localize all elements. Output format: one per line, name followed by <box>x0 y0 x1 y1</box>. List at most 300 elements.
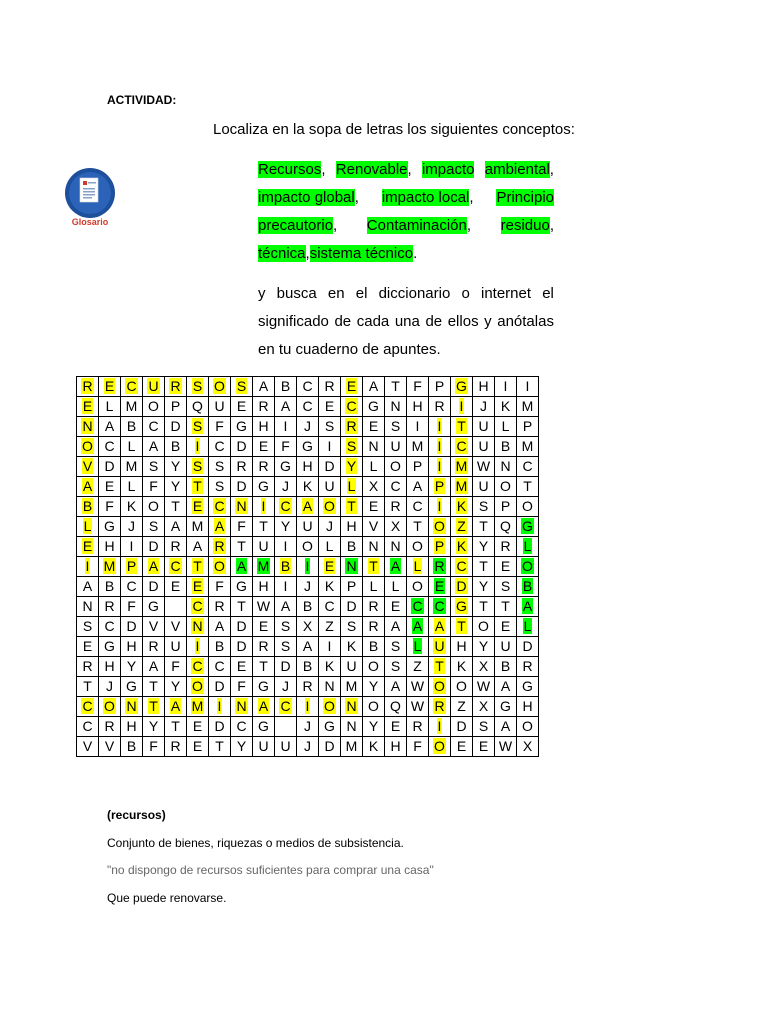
grid-cell <box>143 397 165 417</box>
grid-letter: O <box>522 498 533 514</box>
grid-letter: C <box>434 598 445 614</box>
grid-cell <box>231 377 253 397</box>
grid-letter: R <box>170 738 181 754</box>
grid-cell <box>363 577 385 597</box>
grid-letter: N <box>82 598 93 614</box>
grid-letter: K <box>368 738 379 754</box>
grid-cell <box>429 517 451 537</box>
grid-letter: C <box>192 598 203 614</box>
grid-letter: M <box>455 458 468 474</box>
grid-cell <box>319 517 341 537</box>
grid-cell <box>495 677 517 697</box>
grid-cell <box>143 737 165 757</box>
grid-letter: A <box>104 418 115 434</box>
grid-cell <box>121 717 143 737</box>
concept-term: Renovable <box>335 161 408 178</box>
grid-letter: E <box>258 438 269 454</box>
grid-letter: O <box>324 698 335 714</box>
grid-cell <box>473 697 495 717</box>
grid-cell <box>451 517 473 537</box>
grid-letter: L <box>413 558 422 574</box>
grid-cell <box>121 577 143 597</box>
grid-cell <box>143 577 165 597</box>
concept-item <box>422 156 475 184</box>
grid-cell <box>143 417 165 437</box>
grid-cell <box>495 617 517 637</box>
grid-letter: B <box>280 378 291 394</box>
grid-cell <box>473 457 495 477</box>
grid-letter: E <box>456 738 467 754</box>
grid-letter: G <box>236 418 247 434</box>
grid-letter: C <box>280 498 291 514</box>
grid-letter: Y <box>170 478 181 494</box>
grid-letter: S <box>192 418 203 434</box>
grid-cell <box>209 597 231 617</box>
grid-cell <box>187 717 209 737</box>
grid-letter: D <box>324 458 335 474</box>
grid-row <box>77 417 539 437</box>
grid-letter: L <box>369 578 378 594</box>
grid-letter: S <box>500 578 511 594</box>
punctuation: , <box>549 217 554 234</box>
grid-row <box>77 597 539 617</box>
grid-cell <box>231 497 253 517</box>
grid-cell <box>385 417 407 437</box>
grid-cell <box>319 677 341 697</box>
grid-letter: I <box>437 418 442 434</box>
grid-cell <box>341 717 363 737</box>
punctuation: , <box>407 161 412 178</box>
grid-cell <box>429 397 451 417</box>
grid-cell <box>495 377 517 397</box>
grid-cell <box>209 377 231 397</box>
grid-cell <box>407 477 429 497</box>
grid-cell <box>99 417 121 437</box>
grid-letter: E <box>82 398 93 414</box>
grid-cell <box>473 737 495 757</box>
grid-cell <box>495 557 517 577</box>
grid-cell <box>165 377 187 397</box>
grid-cell <box>77 477 99 497</box>
grid-cell <box>495 457 517 477</box>
grid-cell <box>165 517 187 537</box>
grid-cell <box>121 497 143 517</box>
grid-cell <box>319 537 341 557</box>
grid-letter <box>285 718 287 734</box>
grid-cell <box>253 417 275 437</box>
grid-cell <box>165 597 187 617</box>
grid-letter: C <box>104 618 115 634</box>
grid-letter: B <box>368 638 379 654</box>
grid-letter: N <box>236 698 247 714</box>
grid-cell <box>209 477 231 497</box>
grid-cell <box>517 597 539 617</box>
grid-row <box>77 657 539 677</box>
punctuation: , <box>305 245 310 262</box>
grid-cell <box>77 397 99 417</box>
grid-cell <box>363 377 385 397</box>
grid-cell <box>363 697 385 717</box>
grid-letter: C <box>104 438 115 454</box>
grid-cell <box>407 377 429 397</box>
grid-letter: D <box>346 598 357 614</box>
grid-cell <box>407 457 429 477</box>
grid-cell <box>297 697 319 717</box>
grid-cell <box>363 457 385 477</box>
grid-letter: Y <box>236 738 247 754</box>
grid-letter: O <box>412 538 423 554</box>
grid-cell <box>121 517 143 537</box>
grid-letter: H <box>126 638 137 654</box>
grid-cell <box>209 437 231 457</box>
grid-cell <box>429 657 451 677</box>
grid-cell <box>429 637 451 657</box>
grid-cell <box>187 397 209 417</box>
grid-letter: Y <box>368 678 379 694</box>
grid-cell <box>473 717 495 737</box>
grid-cell <box>187 577 209 597</box>
grid-row <box>77 437 539 457</box>
grid-letter: Y <box>148 718 159 734</box>
grid-letter: J <box>282 478 289 494</box>
grid-letter: G <box>456 378 467 394</box>
grid-cell <box>341 637 363 657</box>
grid-cell <box>341 497 363 517</box>
grid-letter: R <box>258 458 269 474</box>
glosario-logo <box>62 166 118 232</box>
grid-cell <box>231 557 253 577</box>
grid-cell <box>99 657 121 677</box>
grid-letter: L <box>127 438 136 454</box>
grid-cell <box>385 557 407 577</box>
grid-cell <box>517 417 539 437</box>
grid-cell <box>165 537 187 557</box>
grid-cell <box>77 697 99 717</box>
grid-letter: G <box>500 698 511 714</box>
grid-row <box>77 617 539 637</box>
grid-cell <box>495 577 517 597</box>
grid-letter: G <box>280 458 291 474</box>
grid-letter: E <box>390 598 401 614</box>
grid-letter: Q <box>390 698 401 714</box>
concept-item <box>496 184 554 212</box>
grid-cell <box>99 597 121 617</box>
grid-letter: C <box>346 398 357 414</box>
grid-letter: E <box>104 378 115 394</box>
grid-letter: E <box>368 418 379 434</box>
grid-letter <box>175 598 177 614</box>
grid-cell <box>99 717 121 737</box>
grid-letter: P <box>126 558 137 574</box>
grid-letter: S <box>148 458 159 474</box>
grid-letter: T <box>479 598 488 614</box>
grid-letter: Z <box>413 658 422 674</box>
grid-cell <box>99 517 121 537</box>
grid-cell <box>77 377 99 397</box>
word: y <box>484 313 492 330</box>
grid-cell <box>209 397 231 417</box>
grid-cell <box>253 577 275 597</box>
punctuation: , <box>469 189 474 206</box>
grid-letter: S <box>214 478 225 494</box>
grid-row <box>77 497 539 517</box>
grid-cell <box>297 557 319 577</box>
grid-cell <box>297 457 319 477</box>
grid-cell <box>143 637 165 657</box>
grid-cell <box>451 697 473 717</box>
grid-cell <box>451 737 473 757</box>
grid-letter: G <box>324 718 335 734</box>
grid-cell <box>253 617 275 637</box>
grid-cell <box>209 737 231 757</box>
grid-letter: V <box>104 738 115 754</box>
grid-cell <box>319 577 341 597</box>
grid-letter: H <box>456 638 467 654</box>
grid-letter: L <box>391 578 400 594</box>
grid-letter: M <box>521 398 534 414</box>
grid-cell <box>297 377 319 397</box>
concept-line <box>258 212 554 240</box>
grid-cell <box>121 477 143 497</box>
grid-cell <box>143 437 165 457</box>
grid-letter: R <box>368 598 379 614</box>
grid-cell <box>231 597 253 617</box>
grid-cell <box>341 597 363 617</box>
grid-cell <box>319 597 341 617</box>
grid-letter: D <box>214 718 225 734</box>
grid-cell <box>209 617 231 637</box>
grid-cell <box>385 377 407 397</box>
grid-letter: S <box>346 618 357 634</box>
grid-cell <box>341 737 363 757</box>
grid-letter: C <box>280 698 291 714</box>
grid-letter: R <box>170 538 181 554</box>
grid-letter: D <box>456 718 467 734</box>
grid-cell <box>363 677 385 697</box>
grid-letter: F <box>127 598 136 614</box>
grid-letter: E <box>346 378 357 394</box>
grid-letter: G <box>368 398 379 414</box>
grid-letter: A <box>500 718 511 734</box>
grid-letter: H <box>390 738 401 754</box>
grid-cell <box>473 537 495 557</box>
concept-term: sistema técnico <box>309 245 414 262</box>
grid-cell <box>429 737 451 757</box>
grid-cell <box>297 637 319 657</box>
grid-letter: T <box>435 658 444 674</box>
grid-letter: T <box>237 598 246 614</box>
grid-cell <box>253 677 275 697</box>
grid-cell <box>187 637 209 657</box>
grid-letter: R <box>434 558 445 574</box>
grid-letter: I <box>283 418 288 434</box>
grid-letter: C <box>456 438 467 454</box>
grid-letter: P <box>434 538 445 554</box>
grid-letter: L <box>413 638 422 654</box>
grid-letter: V <box>368 518 379 534</box>
grid-cell <box>407 417 429 437</box>
grid-cell <box>77 657 99 677</box>
grid-cell <box>121 737 143 757</box>
grid-letter: O <box>522 718 533 734</box>
grid-cell <box>143 497 165 517</box>
grid-cell <box>319 617 341 637</box>
grid-cell <box>341 457 363 477</box>
grid-letter: N <box>368 438 379 454</box>
grid-letter: F <box>149 478 158 494</box>
definitions-section <box>107 802 434 912</box>
grid-letter: W <box>476 678 491 694</box>
grid-letter: R <box>258 638 269 654</box>
grid-letter: I <box>437 458 442 474</box>
grid-cell <box>275 637 297 657</box>
grid-letter: N <box>126 698 137 714</box>
grid-cell <box>451 577 473 597</box>
grid-cell <box>165 577 187 597</box>
grid-cell <box>385 437 407 457</box>
grid-cell <box>165 397 187 417</box>
grid-letter: F <box>237 518 246 534</box>
grid-letter: S <box>390 658 401 674</box>
grid-cell <box>495 497 517 517</box>
grid-letter: M <box>455 478 468 494</box>
grid-cell <box>165 497 187 517</box>
grid-cell <box>473 557 495 577</box>
grid-cell <box>121 457 143 477</box>
grid-cell <box>495 537 517 557</box>
punctuation: , <box>466 217 472 234</box>
grid-cell <box>517 497 539 517</box>
grid-cell <box>275 677 297 697</box>
grid-cell <box>209 497 231 517</box>
grid-cell <box>385 577 407 597</box>
grid-letter: O <box>434 738 445 754</box>
grid-letter: R <box>434 698 445 714</box>
grid-letter: Y <box>478 578 489 594</box>
grid-letter: K <box>456 498 467 514</box>
grid-cell <box>363 517 385 537</box>
grid-letter: C <box>412 598 423 614</box>
grid-letter: I <box>283 578 288 594</box>
grid-cell <box>275 597 297 617</box>
grid-cell <box>275 377 297 397</box>
grid-cell <box>121 637 143 657</box>
grid-letter: Y <box>478 538 489 554</box>
grid-letter: D <box>236 478 247 494</box>
word: internet <box>481 285 532 302</box>
grid-cell <box>209 537 231 557</box>
grid-cell <box>209 637 231 657</box>
grid-cell <box>121 617 143 637</box>
grid-letter: G <box>258 478 269 494</box>
grid-cell <box>517 717 539 737</box>
grid-letter: O <box>148 498 159 514</box>
grid-cell <box>407 517 429 537</box>
grid-letter: S <box>324 418 335 434</box>
grid-cell <box>121 657 143 677</box>
concept-item <box>336 156 412 184</box>
grid-cell <box>231 417 253 437</box>
grid-cell <box>363 497 385 517</box>
grid-cell <box>451 557 473 577</box>
grid-letter: J <box>326 518 333 534</box>
grid-cell <box>451 457 473 477</box>
grid-letter: D <box>104 458 115 474</box>
definition-text: Conjunto de bienes, riquezas o medios de subsistencia. <box>107 835 404 850</box>
grid-letter: U <box>258 538 269 554</box>
grid-cell <box>407 577 429 597</box>
grid-letter: Y <box>170 458 181 474</box>
grid-cell <box>517 457 539 477</box>
grid-cell <box>495 737 517 757</box>
grid-letter: P <box>412 458 423 474</box>
grid-cell <box>407 657 429 677</box>
grid-letter: T <box>259 658 268 674</box>
grid-cell <box>231 457 253 477</box>
grid-letter: C <box>214 658 225 674</box>
grid-cell <box>143 457 165 477</box>
grid-cell <box>231 577 253 597</box>
grid-letter: B <box>126 738 137 754</box>
grid-cell <box>99 697 121 717</box>
word: el <box>355 285 368 302</box>
grid-cell <box>407 737 429 757</box>
grid-letter: S <box>236 378 247 394</box>
grid-letter: U <box>500 638 511 654</box>
grid-letter: M <box>191 518 204 534</box>
grid-cell <box>99 557 121 577</box>
concept-term: técnica <box>258 245 306 262</box>
grid-letter: U <box>434 638 445 654</box>
grid-letter: E <box>192 738 203 754</box>
grid-cell <box>253 657 275 677</box>
grid-letter: K <box>456 658 467 674</box>
grid-cell <box>363 737 385 757</box>
grid-letter: R <box>236 458 247 474</box>
grid-cell <box>407 397 429 417</box>
grid-cell <box>429 417 451 437</box>
grid-row <box>77 737 539 757</box>
grid-letter: I <box>503 378 508 394</box>
grid-cell <box>473 577 495 597</box>
grid-letter: J <box>304 718 311 734</box>
grid-cell <box>231 637 253 657</box>
grid-cell <box>517 557 539 577</box>
grid-letter: I <box>415 418 420 434</box>
grid-letter: O <box>434 518 445 534</box>
grid-cell <box>77 497 99 517</box>
grid-cell <box>143 557 165 577</box>
grid-cell <box>451 637 473 657</box>
grid-cell <box>187 377 209 397</box>
grid-cell <box>77 637 99 657</box>
grid-letter: D <box>522 638 533 654</box>
grid-cell <box>341 537 363 557</box>
grid-letter: I <box>327 638 332 654</box>
grid-letter: T <box>501 598 510 614</box>
grid-cell <box>363 537 385 557</box>
grid-letter: I <box>305 558 310 574</box>
grid-letter: R <box>500 538 511 554</box>
grid-letter: M <box>345 678 358 694</box>
grid-letter: R <box>214 538 225 554</box>
grid-letter: C <box>214 438 225 454</box>
grid-letter: P <box>500 498 511 514</box>
grid-letter: T <box>259 518 268 534</box>
grid-cell <box>99 477 121 497</box>
grid-cell <box>165 437 187 457</box>
grid-cell <box>253 537 275 557</box>
